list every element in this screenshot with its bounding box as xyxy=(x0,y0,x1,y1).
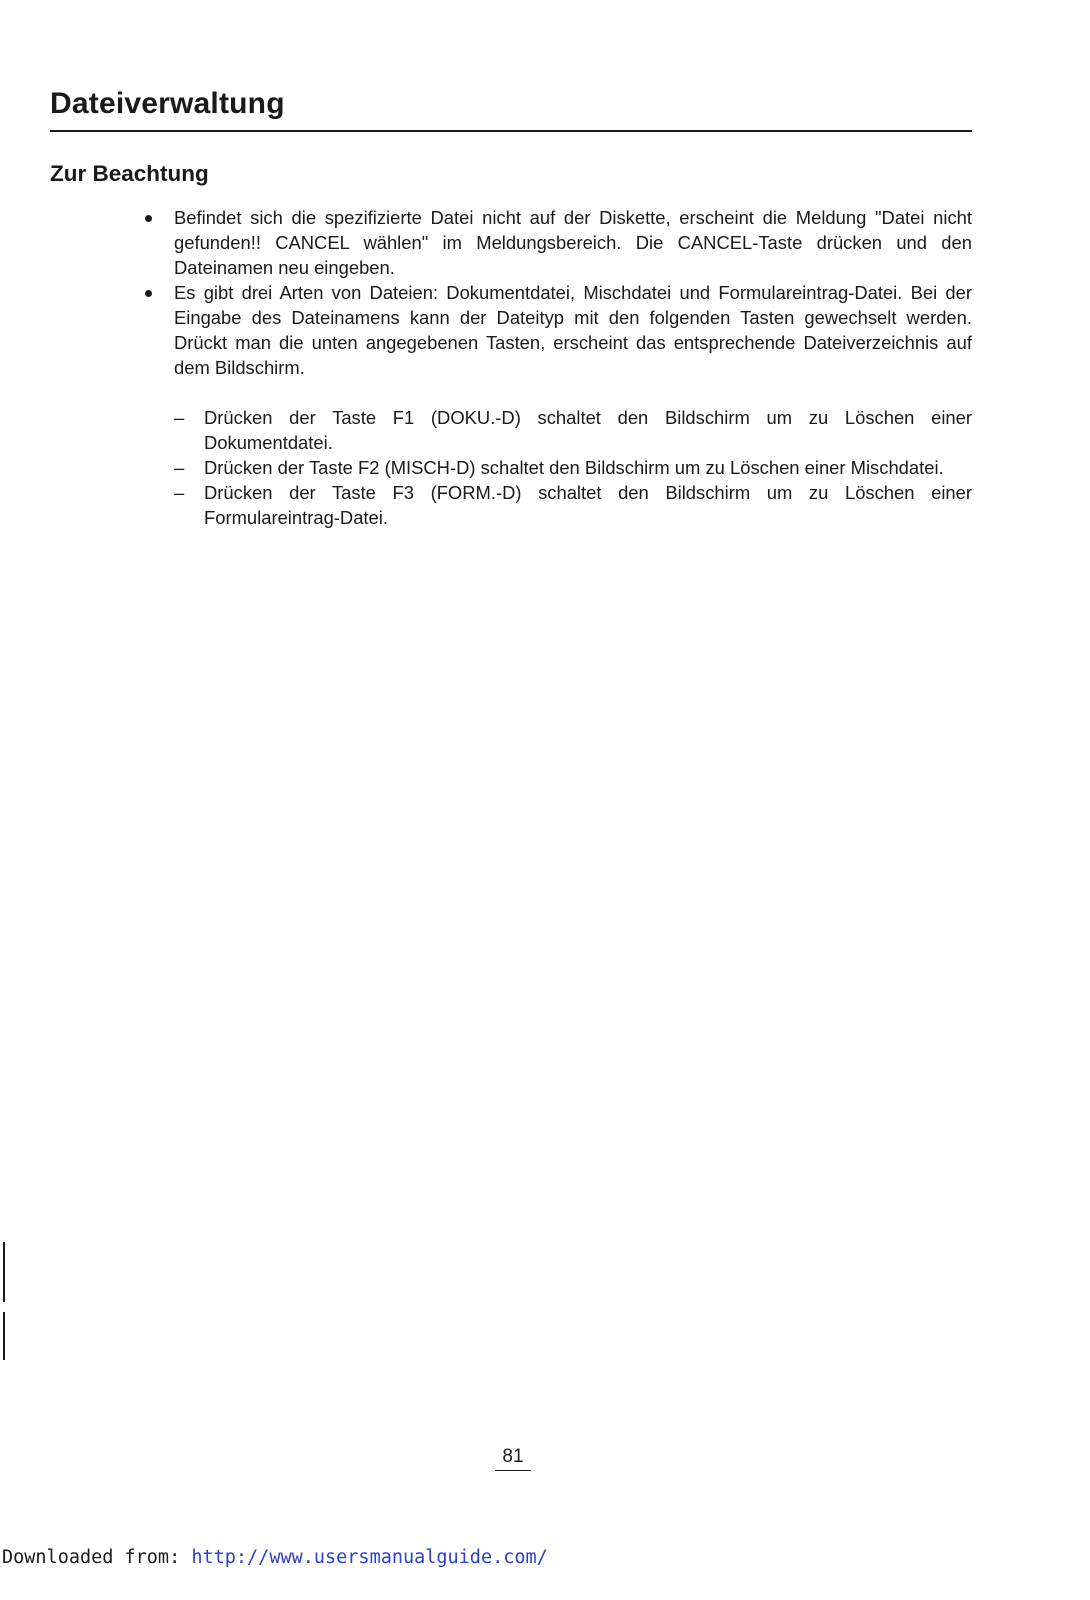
bullet-text: Befindet sich die spezifizierte Datei nicht auf der Diskette, erscheint die Meldung "Datei nicht gefunden!! CANCEL wählen" im Meldungsbereich. Die CANCEL-Taste drücken und den Dateinamen neu eingeben. xyxy=(174,207,972,278)
section-heading: Zur Beachtung xyxy=(50,161,209,186)
page-number: 81 xyxy=(495,1444,531,1471)
bullet-item xyxy=(174,205,972,280)
dash-item xyxy=(174,480,972,530)
footer-label: Downloaded from: xyxy=(2,1547,192,1568)
page-title: Dateiverwaltung xyxy=(50,84,972,132)
dash-item-text: Drücken der Taste F1 (DOKU.-D) schaltet den Bildschirm um zu Löschen einer Dokumentdatei. xyxy=(204,407,972,453)
dash-icon: – xyxy=(174,407,185,428)
dash-icon: – xyxy=(174,482,185,503)
scan-edge-mark xyxy=(3,1242,5,1302)
dash-item-text: Drücken der Taste F3 (FORM.-D) schaltet den Bildschirm um zu Löschen einer Formulareintrag-Datei. xyxy=(204,482,972,528)
dash-icon: – xyxy=(174,457,185,478)
scan-edge-mark xyxy=(3,1312,5,1360)
download-footer xyxy=(2,1545,548,1571)
bullet-list xyxy=(174,205,972,380)
dash-item xyxy=(174,455,972,480)
dash-list xyxy=(174,405,972,530)
bullet-item xyxy=(174,280,972,380)
footer-link[interactable]: http://www.usersmanualguide.com/ xyxy=(191,1547,548,1568)
dash-item xyxy=(174,405,972,455)
bullet-icon xyxy=(145,290,152,297)
bullet-text: Es gibt drei Arten von Dateien: Dokumentdatei, Mischdatei und Formulareintrag-Datei. Bei der Eingabe des Dateinamens kann der Dateityp mit den folgenden Tasten gewechselt werden. Drückt man die unten angegebenen Tasten, erscheint das entsprechende Dateiverzeichnis auf dem Bildschirm. xyxy=(174,282,972,378)
bullet-icon xyxy=(145,215,152,222)
dash-item-text: Drücken der Taste F2 (MISCH-D) schaltet den Bildschirm um zu Löschen einer Mischdatei. xyxy=(204,457,944,478)
